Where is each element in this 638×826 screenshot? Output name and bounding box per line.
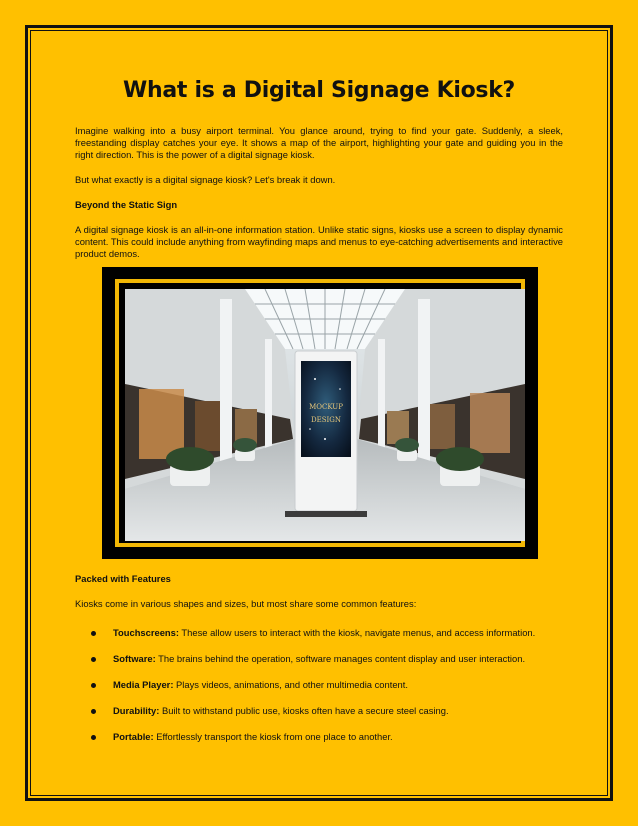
section-heading-static-sign: Beyond the Static Sign xyxy=(75,199,178,210)
intro-paragraph: Imagine walking into a busy airport terminal. You glance around, trying to find your gate. Suddenly, a sleek, freestanding display catches your eye. It shows a map of the airport, highlighting your gate and guiding you in the right direction. This is the power of a digital signage kiosk. xyxy=(75,125,563,160)
feature-text: These allow users to interact with the kiosk, navigate menus, and access information. xyxy=(179,627,536,638)
section-heading-features: Packed with Features xyxy=(75,573,171,584)
bullet-icon xyxy=(91,657,96,662)
kiosk-screen-text-2: DESIGN xyxy=(311,416,341,424)
feature-term: Portable: xyxy=(113,731,154,742)
feature-text: Built to withstand public use, kiosks often have a secure steel casing. xyxy=(159,705,449,716)
list-item xyxy=(75,705,563,717)
feature-term: Software: xyxy=(113,653,156,664)
feature-term: Media Player: xyxy=(113,679,174,690)
feature-text: Effortlessly transport the kiosk from one place to another. xyxy=(153,731,393,742)
kiosk-photo xyxy=(102,267,538,559)
bullet-icon xyxy=(91,709,96,714)
static-sign-paragraph: A digital signage kiosk is an all-in-one information station. Unlike static signs, kiosks use a screen to display dynamic content. This could include anything from wayfinding maps and menus to eye-catching advertisements and interactive product demos. xyxy=(75,224,563,259)
feature-term: Durability: xyxy=(113,705,160,716)
features-section xyxy=(75,573,563,757)
list-item xyxy=(75,731,563,743)
mall-kiosk-illustration xyxy=(125,289,525,541)
features-lead: Kiosks come in various shapes and sizes, but most share some common features: xyxy=(75,598,417,609)
feature-text: Plays videos, animations, and other multimedia content. xyxy=(173,679,408,690)
page-title: What is a Digital Signage Kiosk? xyxy=(123,78,515,103)
features-list xyxy=(75,627,563,743)
feature-text: The brains behind the operation, software manages content display and user interaction. xyxy=(155,653,526,664)
list-item xyxy=(75,679,563,691)
question-paragraph: But what exactly is a digital signage kiosk? Let's break it down. xyxy=(75,174,336,185)
bullet-icon xyxy=(91,683,96,688)
bullet-icon xyxy=(91,631,96,636)
intro-section xyxy=(75,78,563,273)
bullet-icon xyxy=(91,735,96,740)
list-item xyxy=(75,653,563,665)
list-item xyxy=(75,627,563,639)
photo-frame xyxy=(115,279,525,547)
kiosk-screen-text-1: MOCKUP xyxy=(309,403,343,411)
feature-term: Touchscreens: xyxy=(113,627,179,638)
